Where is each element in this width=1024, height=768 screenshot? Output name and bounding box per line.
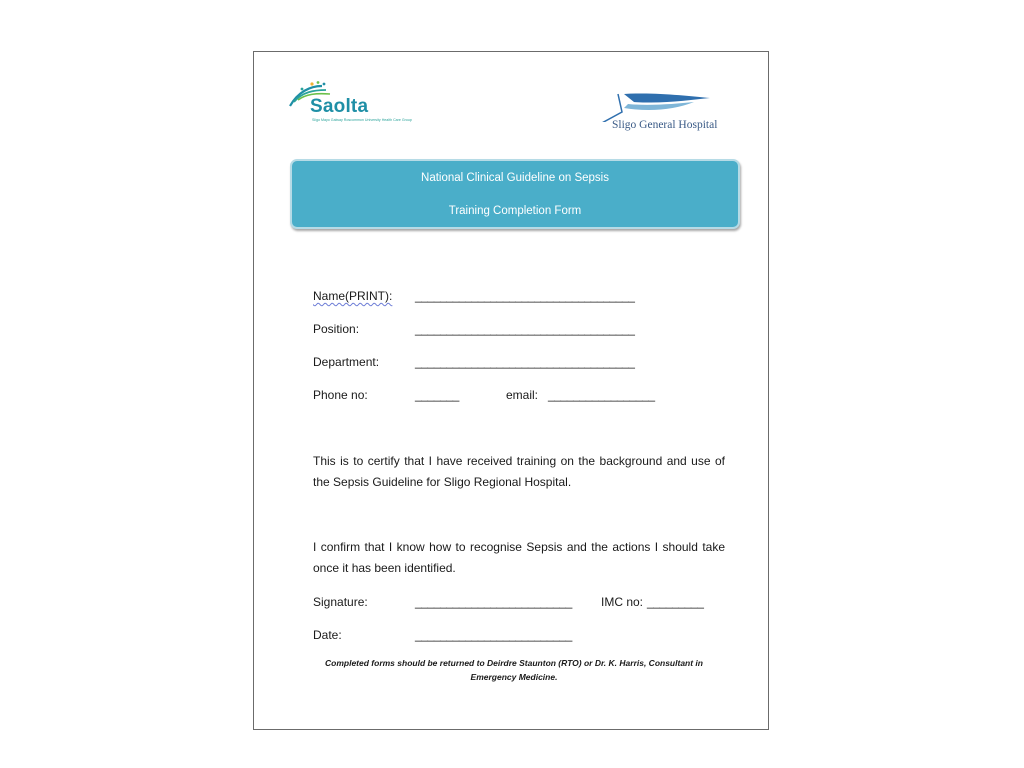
- department-label: Department:: [313, 355, 380, 369]
- form-title: Training Completion Form: [448, 205, 582, 217]
- email-label: email:: [506, 388, 539, 402]
- sligo-general-hospital-logo: [594, 90, 718, 140]
- return-instructions: [294, 656, 734, 684]
- guideline-title: National Clinical Guideline on Sepsis: [421, 172, 609, 184]
- name-field[interactable]: ___________________________________: [415, 289, 635, 303]
- saolta-subtext: Sligo Mayo Galway Roscommon University Health Care Group: [312, 118, 412, 122]
- position-field[interactable]: ___________________________________: [415, 322, 635, 336]
- signature-field[interactable]: _________________________: [415, 595, 572, 609]
- saolta-logo: [288, 80, 412, 136]
- sligo-general-hospital-text: Sligo General Hospital: [612, 119, 718, 131]
- confirm-statement: I confirm that I know how to recognise Sepsis and the actions I should take once it has been identified.: [313, 540, 725, 575]
- hospital-swoosh-icon: [594, 90, 714, 122]
- return-instructions-line2: Emergency Medicine.: [470, 672, 558, 682]
- imc-field[interactable]: _________: [647, 595, 704, 609]
- department-field[interactable]: ___________________________________: [415, 355, 635, 369]
- form-page: [253, 51, 769, 730]
- date-field[interactable]: _________________________: [415, 628, 572, 642]
- return-instructions-line1: Completed forms should be returned to Deirdre Staunton (RTO) or Dr. K. Harris, Consultant in: [325, 658, 703, 668]
- phone-label: Phone no:: [313, 388, 368, 402]
- phone-field[interactable]: _______: [415, 388, 459, 402]
- position-label: Position:: [313, 322, 360, 336]
- email-field[interactable]: _________________: [548, 388, 655, 402]
- signature-label: Signature:: [313, 595, 368, 609]
- saolta-wordmark: Saolta: [310, 96, 369, 117]
- imc-label: IMC no:: [601, 595, 644, 609]
- name-label: Name(PRINT):: [313, 289, 393, 303]
- certify-statement: This is to certify that I have received training on the background and use of the Sepsis Guideline for Sligo Regional Hospital.: [313, 454, 725, 489]
- date-label: Date:: [313, 628, 342, 642]
- title-banner: [290, 159, 740, 229]
